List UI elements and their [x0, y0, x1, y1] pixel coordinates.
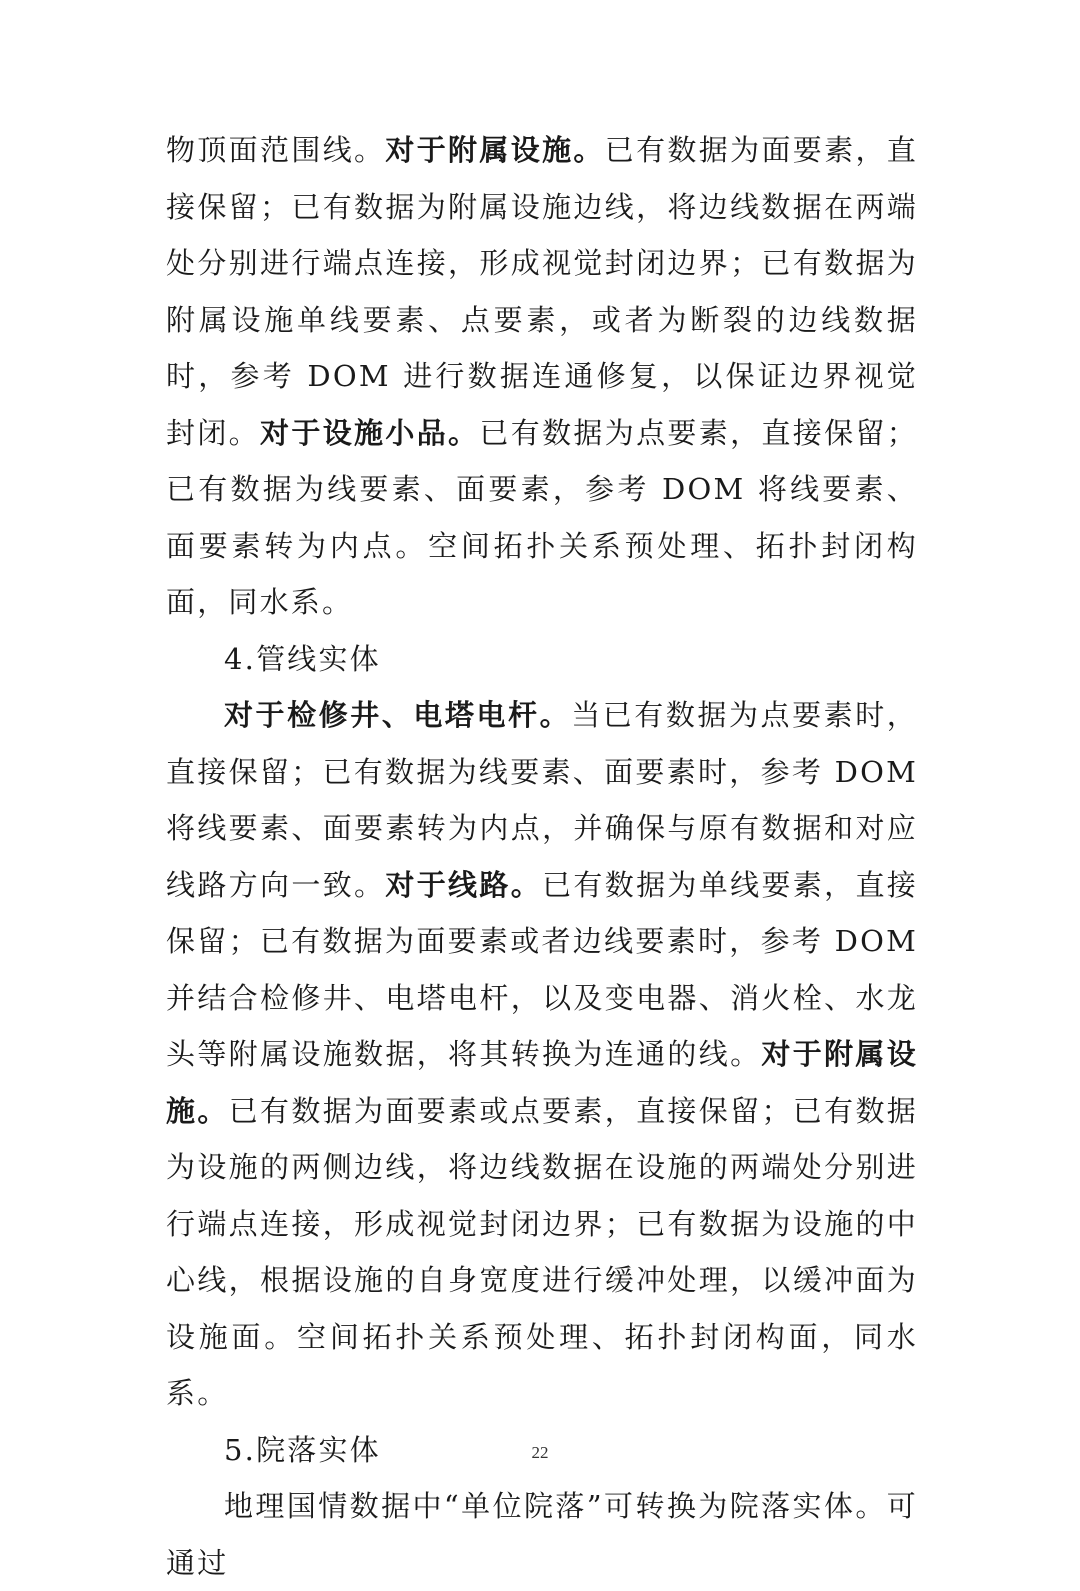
text-run: 已有数据为面要素或点要素，直接保留；已有数据为设施的两侧边线，将边线数据在设施的两端处分别进行端点连接，形成视觉封闭边界；已有数据为设施的中心线，根据设施的自身宽度进行缓冲处理，以缓冲面为设施面。空间拓扑关系预处理、拓扑封闭构面，同水系。	[166, 1093, 918, 1410]
bold-heading-run: 对于附属设施。	[166, 1037, 918, 1128]
page-number: 22	[531, 1443, 549, 1462]
text-run: 已有数据为点要素，直接保留；已有数据为线要素、面要素，参考 DOM 将线要素、面要素转为内点。空间拓扑关系预处理、拓扑封闭构面，同水系。	[166, 415, 918, 619]
bold-heading-run: 对于设施小品。	[260, 415, 480, 450]
text-run: 已有数据为面要素，直接保留；已有数据为附属设施边线，将边线数据在两端处分别进行端点连接，形成视觉封闭边界；已有数据为附属设施单线要素、点要素，或者为断裂的边线数据时，参考 DOM 进行数据连通修复，以保证边界视觉封闭。	[166, 133, 918, 450]
section-heading-courtyard: 5.院落实体	[224, 1432, 381, 1467]
text-run: 当已有数据为点要素时，直接保留；已有数据为线要素、面要素时，参考 DOM 将线要素、面要素转为内点，并确保与原有数据和对应线路方向一致。	[166, 698, 919, 902]
bold-heading-run: 对于附属设施。	[385, 133, 605, 167]
paragraph-facilities	[166, 122, 918, 631]
paragraph-courtyard	[166, 1478, 918, 1591]
text-run: 物顶面范围线。	[166, 133, 386, 167]
bold-heading-run: 对于检修井、电塔电杆。	[224, 698, 572, 732]
text-run: 地理国情数据中“单位院落”可转换为院落实体。可通过	[166, 1489, 918, 1580]
section-heading-pipeline: 4.管线实体	[224, 641, 381, 676]
paragraph-pipeline	[166, 687, 918, 1422]
text-run: 已有数据为单线要素，直接保留；已有数据为面要素或者边线要素时，参考 DOM 并结合检修井、电塔电杆，以及变电器、消火栓、水龙头等附属设施数据，将其转换为连通的线。	[166, 867, 918, 1071]
document-body	[166, 122, 918, 1591]
bold-heading-run: 对于线路。	[385, 867, 543, 902]
